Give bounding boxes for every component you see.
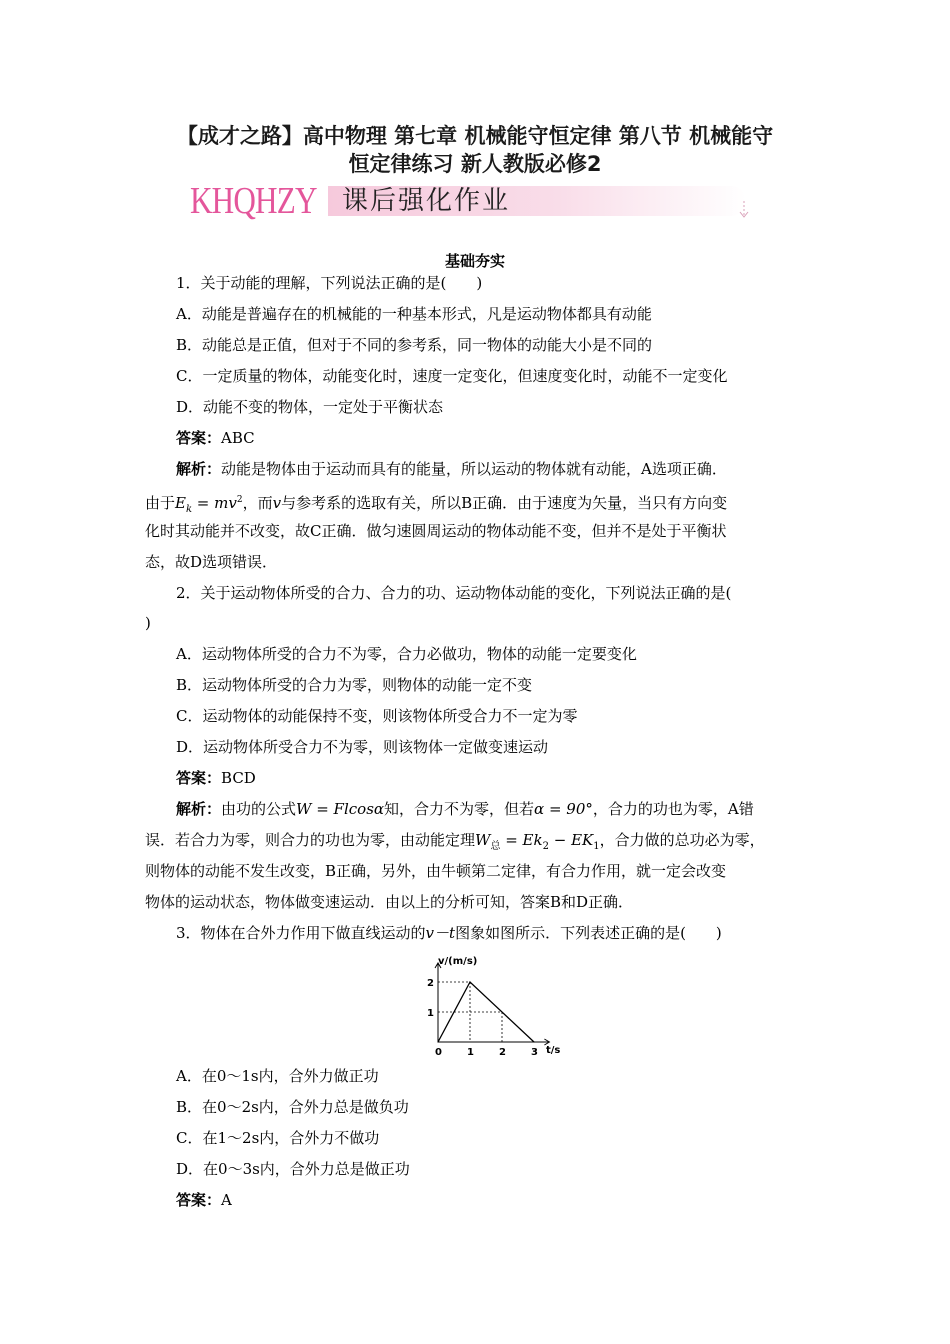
math-expression: = Ek (500, 831, 543, 849)
q2-analysis-line-2 (145, 829, 765, 858)
math-subscript: 总 (490, 841, 501, 852)
q2-option-c: C．运动物体的动能保持不变，则该物体所受合力不一定为零 (176, 707, 578, 725)
q2-analysis-line-3: 则物体的动能不发生改变，B正确，另外，由牛顿第二定律，有合力作用，就一定会改变 (145, 862, 727, 880)
x-tick-label: 0 (435, 1047, 442, 1058)
banner-title: 课后强化作业 (342, 186, 511, 216)
q3-stem (176, 922, 722, 944)
math-expression: = Flcosα (311, 800, 385, 818)
analysis-text: 由于 (145, 494, 176, 512)
answer-label: 答案： (176, 769, 222, 787)
answer-value: BCD (221, 769, 256, 787)
analysis-text: 误．若合力为零，则合力的功也为零，由动能定理 (145, 831, 476, 849)
q1-answer (176, 427, 255, 449)
q1-option-b: B．动能总是正值，但对于不同的参考系，同一物体的动能大小是不同的 (176, 336, 653, 354)
q2-option-d: D．运动物体所受合力不为零，则该物体一定做变速运动 (176, 738, 549, 756)
title-line-2: 恒定律练习 新人教版必修2 (348, 152, 602, 176)
q1-option-a: A．动能是普遍存在的机械能的一种基本形式，凡是运动物体都具有动能 (176, 305, 652, 323)
q1-analysis-line-2 (145, 489, 727, 521)
q2-analysis-line-1 (176, 798, 754, 820)
q3-option-d: D．在0～3s内，合外力总是做正功 (176, 1160, 410, 1178)
analysis-text: ，合力做的总功必为零， (599, 831, 765, 849)
math-symbol: W (296, 800, 312, 818)
document-title (120, 122, 830, 178)
math-expression: v－t (425, 924, 456, 942)
analysis-text: ，合力的功也为零，A错 (592, 800, 754, 818)
answer-label: 答案： (176, 1191, 222, 1209)
q1-analysis-line-4: 态，故D选项错误． (145, 553, 278, 571)
q2-option-b: B．运动物体所受的合力为零，则物体的动能一定不变 (176, 676, 533, 694)
banner-logo: KHQHZY (190, 180, 317, 222)
q3-option-a: A．在0～1s内，合外力做正功 (176, 1067, 379, 1085)
y-axis-label: v/(m/s) (438, 956, 478, 967)
math-subscript: 1 (593, 841, 600, 852)
q3-option-c: C．在1～2s内，合外力不做功 (176, 1129, 380, 1147)
math-superscript: 2 (236, 495, 243, 505)
x-tick-label: 3 (531, 1047, 538, 1058)
math-symbol: E (175, 494, 186, 512)
data-point (469, 981, 470, 982)
q1-analysis-line-1 (176, 458, 727, 480)
q3-option-b: B．在0～2s内，合外力总是做负功 (176, 1098, 409, 1116)
q2-answer (176, 767, 256, 789)
q1-stem: 1．关于动能的理解，下列说法正确的是( ) (176, 274, 483, 292)
analysis-text: 由功的公式 (221, 800, 297, 818)
q1-option-d: D．动能不变的物体，一定处于平衡状态 (176, 398, 444, 416)
y-tick-label: 2 (427, 978, 434, 989)
analysis-text: ，而 (242, 494, 273, 512)
x-axis-label: t/s (546, 1045, 561, 1056)
math-subscript: k (185, 504, 193, 515)
down-arrow-icon (736, 200, 752, 220)
data-point (437, 1041, 438, 1042)
analysis-label: 解析： (176, 800, 222, 818)
q1-option-c: C．一定质量的物体，动能变化时，速度一定变化，但速度变化时，动能不一定变化 (176, 367, 728, 385)
q2-option-a: A．运动物体所受的合力不为零，合力必做功，物体的动能一定要变化 (176, 645, 637, 663)
math-expression: = mv (192, 494, 237, 512)
answer-value: ABC (221, 429, 255, 447)
homework-banner (190, 180, 770, 222)
math-subscript: 2 (542, 841, 549, 852)
math-symbol: W (475, 831, 491, 849)
analysis-label: 解析： (176, 460, 222, 478)
answer-label: 答案： (176, 429, 222, 447)
x-tick-label: 1 (467, 1047, 474, 1058)
math-expression: − EK (548, 831, 594, 849)
analysis-text: 知，合力不为零，但若 (384, 800, 535, 818)
question-text: 图象如图所示．下列表述正确的是( ) (455, 924, 722, 942)
velocity-time-chart (418, 952, 568, 1060)
x-tick-label: 2 (499, 1047, 506, 1058)
q3-answer (176, 1189, 232, 1211)
answer-value: A (221, 1191, 232, 1209)
title-line-1: 【成才之路】高中物理 第七章 机械能守恒定律 第八节 机械能守 (176, 124, 774, 148)
math-symbol: v (272, 494, 282, 512)
section-heading: 基础夯实 (444, 252, 505, 270)
q1-analysis-line-3: 化时其动能并不改变，故C正确．做匀速圆周运动的物体动能不变，但并不是处于平衡状 (145, 522, 727, 540)
q2-analysis-line-4: 物体的运动状态，物体做变速运动．由以上的分析可知，答案B和D正确． (145, 893, 634, 911)
data-point (533, 1041, 534, 1042)
q2-stem-line-1: 2．关于运动物体所受的合力、合力的功、运动物体动能的变化，下列说法正确的是( (176, 584, 732, 602)
y-tick-label: 1 (427, 1008, 434, 1019)
analysis-text: 动能是物体由于运动而具有的能量，所以运动的物体就有动能，A选项正确． (221, 460, 727, 478)
math-expression: α = 90° (534, 800, 593, 818)
analysis-text: 与参考系的选取有关，所以B正确．由于速度为矢量，当只有方向变 (281, 494, 728, 512)
q2-stem-line-2: ) (145, 614, 151, 632)
question-text: 3．物体在合外力作用下做直线运动的 (176, 924, 426, 942)
